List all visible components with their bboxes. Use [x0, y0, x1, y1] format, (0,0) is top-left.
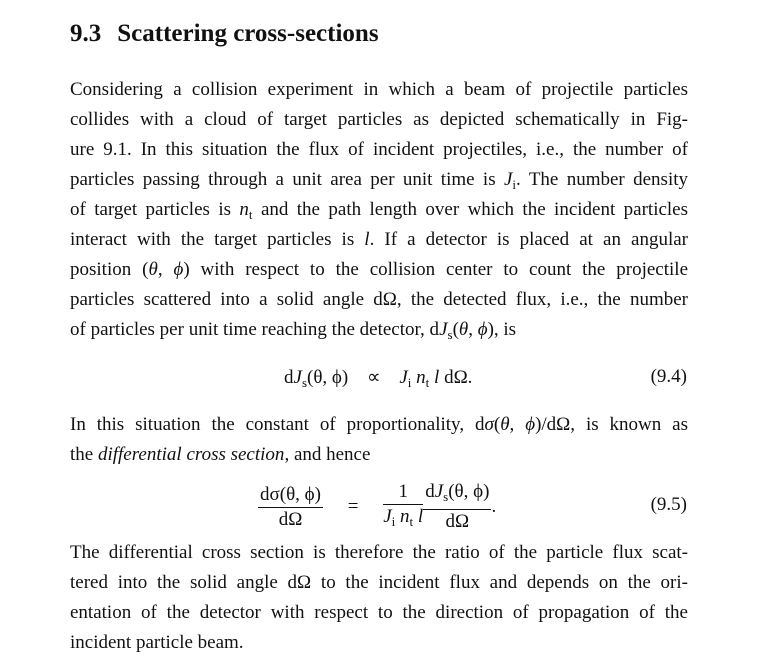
math-text: θ: [458, 319, 469, 340]
text-line: [70, 315, 688, 345]
fraction-rhs: [423, 480, 491, 534]
text-run: (: [493, 414, 501, 435]
text-run: the: [70, 444, 98, 465]
math-text: J: [503, 169, 513, 190]
eq-text: d: [284, 367, 294, 388]
math-text: differential cross section: [97, 444, 285, 465]
text-run: ) with respect to the collision center to count the projectile: [183, 259, 688, 280]
eq-text: n: [400, 506, 410, 527]
text-run: tered into the solid angle dΩ to the incident flux and depends on the ori-: [70, 572, 688, 593]
text-run: interact with the target particles is: [70, 229, 365, 250]
eq-text: t: [409, 514, 414, 529]
section-number: 9.3: [70, 20, 102, 47]
text-line: [70, 165, 688, 195]
paragraph-intro: [70, 75, 688, 345]
text-run: . The number density: [516, 169, 689, 190]
equals-symbol: =: [347, 496, 359, 517]
text-run: particles scattered into a solid angle dΩ, the detected flux, i.e., the number: [70, 289, 688, 310]
eq-text: (θ, ϕ): [448, 481, 490, 502]
text-line: [70, 410, 688, 440]
eq-text: (θ, ϕ): [307, 367, 349, 388]
text-run: Considering a collision experiment in which a beam of projectile particles: [70, 79, 688, 100]
text-line: [70, 135, 688, 165]
eq-text: t: [425, 375, 430, 390]
text-run: collides with a cloud of target particles as depicted schematically in Fig-: [70, 109, 688, 130]
text-run: of target particles is: [70, 199, 240, 220]
math-text: ϕ: [173, 259, 184, 280]
eq-text: d: [425, 481, 435, 502]
text-run: and the path length over which the incident particles: [252, 199, 689, 220]
section-heading: [70, 20, 379, 48]
text-run: ,: [509, 414, 526, 435]
text-run: )/dΩ, is known as: [535, 414, 689, 435]
math-text: θ: [500, 414, 510, 435]
fraction-lhs: [258, 483, 323, 532]
proportional-symbol: ∝: [367, 367, 381, 388]
math-text: ϕ: [525, 414, 536, 435]
text-run: . If a detector is placed at an angular: [369, 229, 688, 250]
text-run: ,: [157, 259, 174, 280]
eq-text: i: [391, 514, 396, 529]
equation-9-5: [258, 480, 496, 534]
text-line: [70, 598, 688, 628]
paragraph-conclusion: [70, 538, 688, 658]
denominator: [383, 505, 423, 534]
math-text: n: [239, 199, 249, 220]
text-run: incident particle beam.: [70, 632, 244, 653]
numerator: 1: [383, 480, 423, 505]
numerator: dσ(θ, ϕ): [258, 483, 323, 508]
eq-text: J: [399, 367, 408, 388]
text-run: particles passing through a unit area per unit time is: [70, 169, 504, 190]
eq-text: l: [417, 506, 424, 527]
math-text: θ: [148, 259, 158, 280]
equation-9-4: [284, 366, 472, 391]
eq-text: i: [407, 375, 412, 390]
text-line: [70, 255, 688, 285]
eq-text: s: [301, 375, 307, 390]
eq-text: J: [434, 481, 444, 502]
equation-number-9-4: (9.4): [650, 366, 687, 387]
paragraph-definition: [70, 410, 688, 470]
text-run: The differential cross section is therefore the ratio of the particle flux scat-: [70, 542, 688, 563]
text-line: [70, 195, 688, 225]
eq-text: J: [383, 506, 392, 527]
text-line: [70, 105, 688, 135]
eq-text: dΩ.: [444, 367, 473, 388]
fraction-coefficient: [383, 480, 423, 534]
math-text: t: [248, 207, 253, 222]
text-run: entation of the detector with respect to the direction of propagation of the: [70, 602, 688, 623]
denominator: dΩ: [278, 508, 303, 530]
text-line: [70, 568, 688, 598]
text-line: [70, 538, 688, 568]
text-run: of particles per unit time reaching the detector, d: [70, 319, 440, 340]
math-text: i: [512, 177, 517, 192]
text-run: ure 9.1. In this situation the flux of incident projectiles, i.e., the number of: [70, 139, 688, 160]
text-run: position (: [70, 259, 149, 280]
text-run: , and hence: [284, 444, 371, 465]
math-text: l: [364, 229, 370, 250]
text-run: (: [452, 319, 459, 340]
math-text: s: [447, 327, 453, 342]
text-line: [70, 440, 688, 470]
denominator: dΩ: [445, 511, 470, 532]
eq-text: l: [434, 367, 440, 388]
math-text: J: [439, 319, 448, 340]
text-line: [70, 225, 688, 255]
math-text: ϕ: [477, 319, 488, 340]
eq-text: J: [293, 367, 302, 388]
eq-text: n: [416, 367, 426, 388]
eq-text: s: [443, 489, 449, 504]
section-title: Scattering cross-sections: [117, 20, 379, 47]
eq-text: .: [491, 496, 497, 517]
text-run: ), is: [487, 319, 517, 340]
text-line: [70, 285, 688, 315]
text-line: [70, 628, 688, 658]
numerator: [423, 480, 491, 510]
equation-number-9-5: (9.5): [650, 494, 687, 515]
text-run: In this situation the constant of proportionality, d: [70, 414, 485, 435]
text-line: [70, 75, 688, 105]
math-text: σ: [484, 414, 494, 435]
text-run: ,: [468, 319, 478, 340]
